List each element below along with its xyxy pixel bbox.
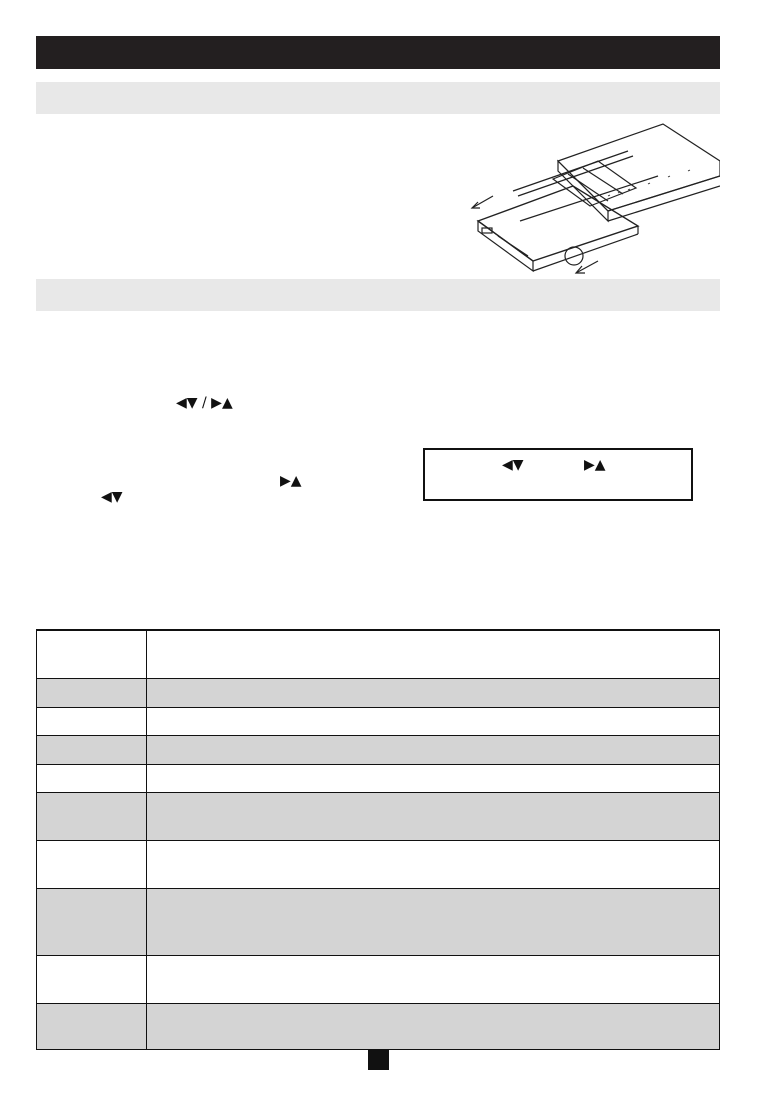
table-row [37,764,720,792]
table-row [37,707,720,735]
row-text [147,764,720,792]
table-row [37,888,720,955]
glyph-separator: / [202,395,207,411]
page-title-bar [36,36,720,69]
row-text [147,888,720,955]
row-label [37,678,147,707]
row-label [37,764,147,792]
row-text [147,735,720,764]
row-label [37,888,147,955]
left-down-arrows-icon: ◀▼ [502,457,524,473]
table-row [37,955,720,1003]
row-text [147,1003,720,1049]
table-row [37,1003,720,1049]
row-label [37,1003,147,1049]
table-row [37,678,720,707]
arrow-glyph-group-1 [176,396,233,410]
row-text [147,678,720,707]
page-number-marker [368,1049,389,1070]
spec-table [36,629,720,1050]
callout-box [423,448,693,501]
row-text [147,630,720,678]
row-text [147,707,720,735]
row-label [37,735,147,764]
section-header-2 [36,279,720,311]
table-row [37,840,720,888]
row-label [37,707,147,735]
left-down-arrows-icon: ◀▼ [101,489,123,505]
row-text [147,840,720,888]
section-header-1 [36,82,720,114]
row-label [37,955,147,1003]
right-up-arrows-icon: ▶▲ [280,473,302,489]
right-up-arrows-icon: ▶▲ [584,457,606,473]
table-row [37,792,720,840]
row-label [37,792,147,840]
console-drawer-illustration-icon [458,116,720,277]
row-text [147,792,720,840]
left-down-arrows-icon: ◀▼ [176,395,198,411]
table-row [37,630,720,678]
row-text [147,955,720,1003]
right-up-arrows-icon: ▶▲ [211,395,233,411]
row-label [37,630,147,678]
row-label [37,840,147,888]
table-row [37,735,720,764]
